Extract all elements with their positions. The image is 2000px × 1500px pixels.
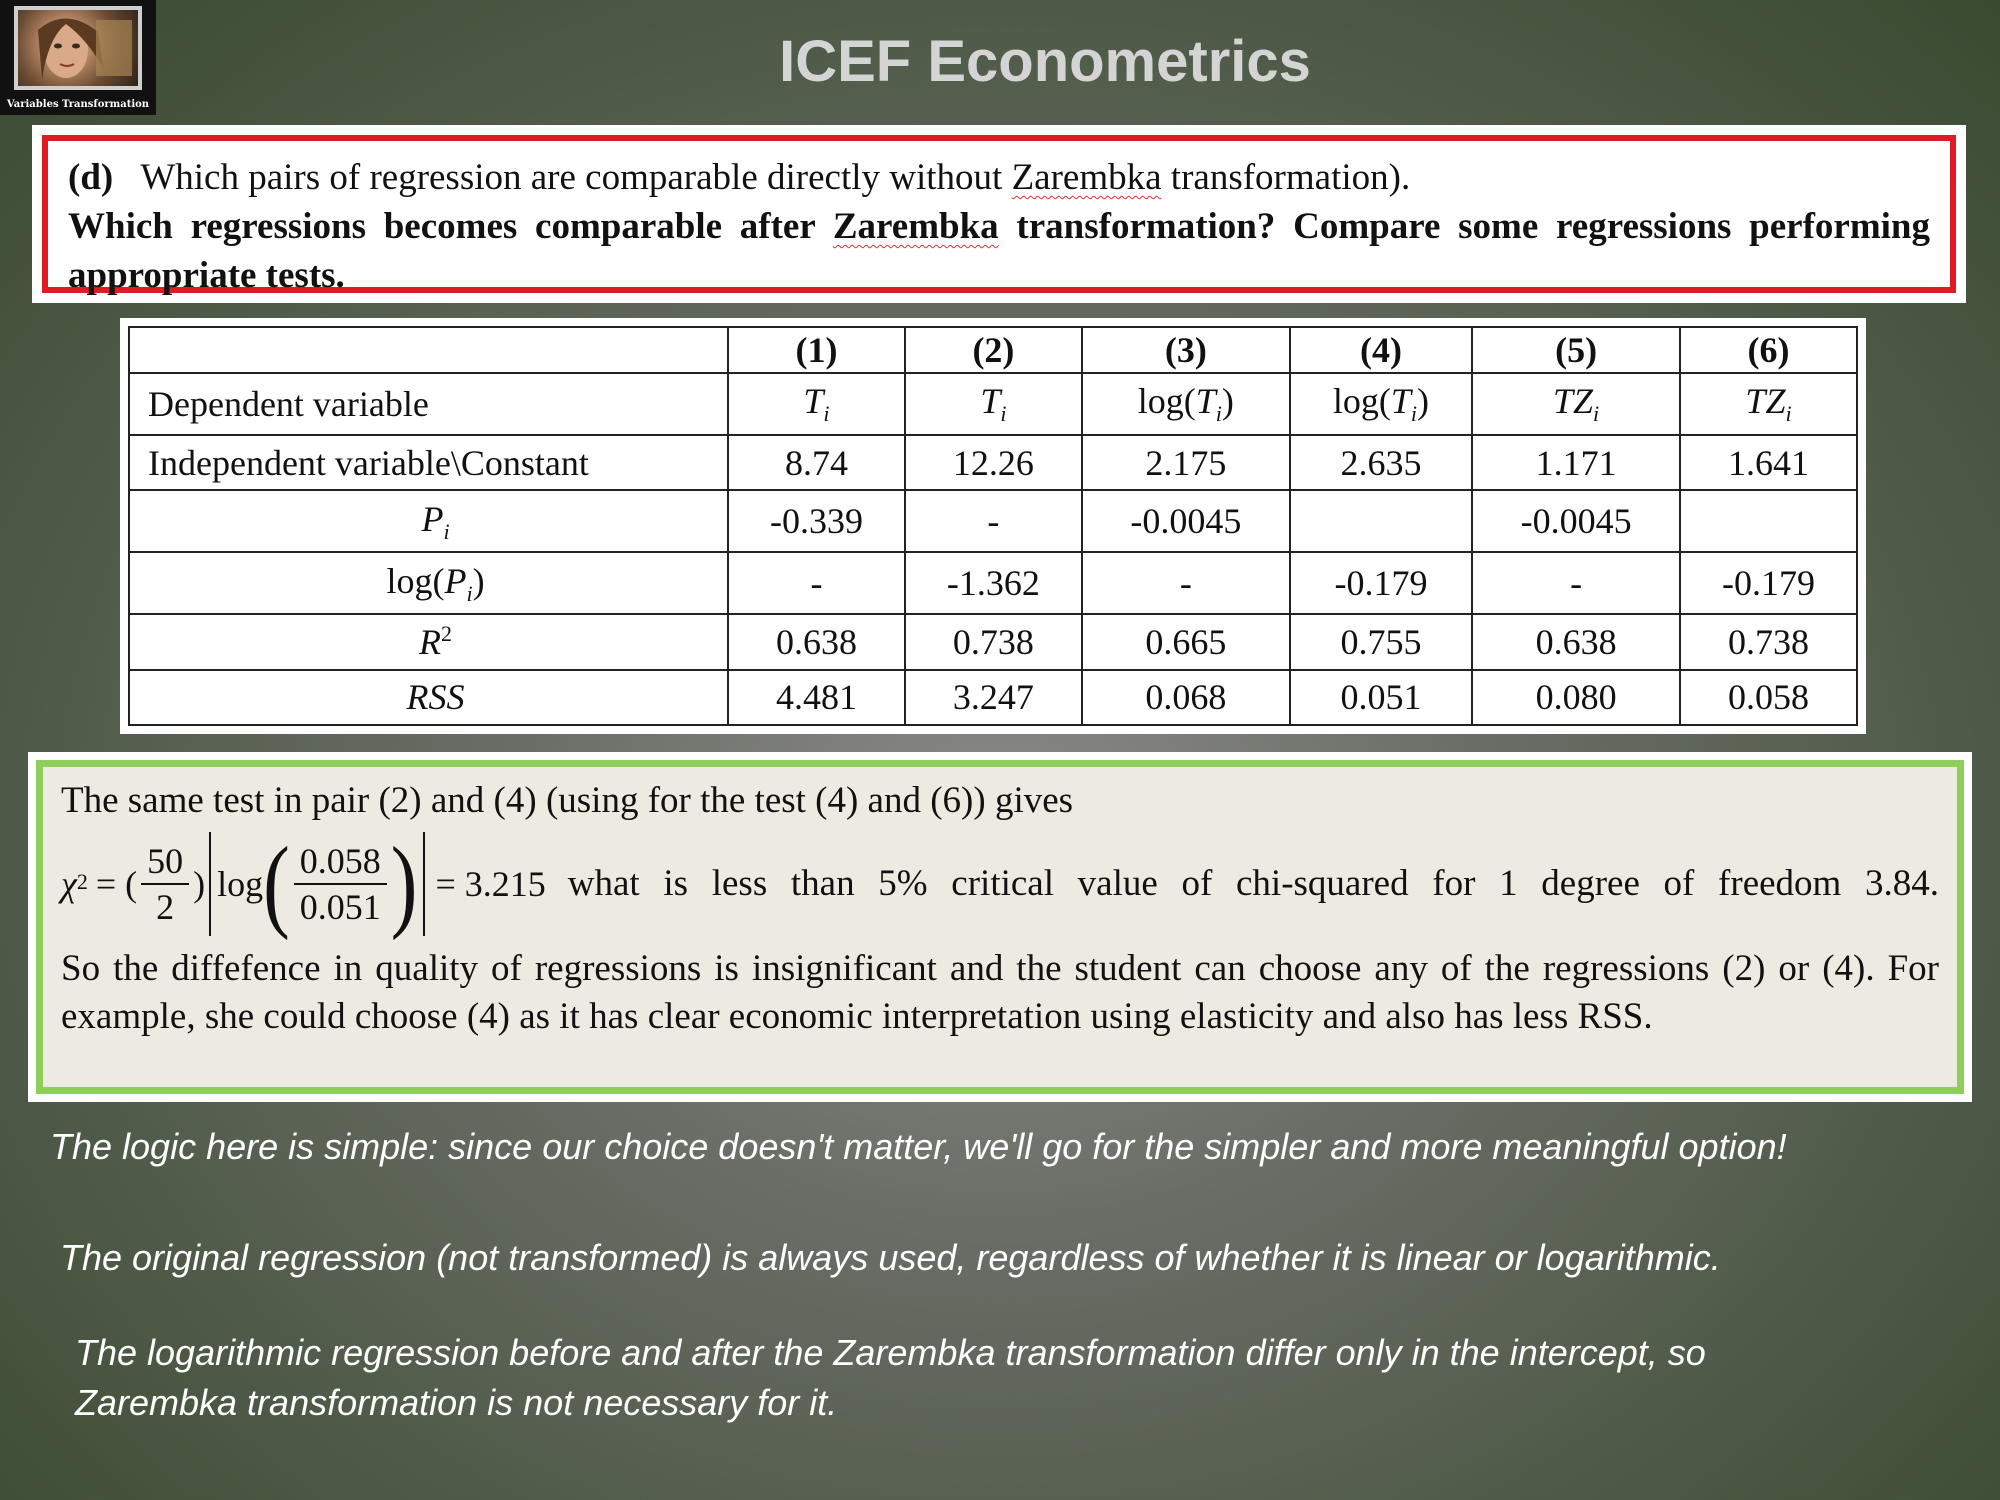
dependent-cell: $TZ_i$: [1472, 373, 1680, 435]
absolute-value-log: [209, 826, 425, 942]
answer-box: [28, 752, 1972, 1102]
formula-row: [61, 826, 1939, 942]
table-cell: -0.179: [1680, 552, 1857, 614]
table-cell: -: [1082, 552, 1290, 614]
table-row-logp: [129, 552, 1857, 614]
ratio-denominator: 0.051: [299, 887, 381, 927]
table-cell: 0.755: [1290, 614, 1472, 669]
question-line2-b: transformation? Compare some regressions performing appropriate tests.: [68, 206, 1931, 296]
table-cell: 8.74: [728, 435, 905, 490]
dependent-cell: $\log(T_i)$: [1082, 373, 1290, 435]
table-cell: -0.0045: [1082, 490, 1290, 552]
column-header: (1): [728, 327, 905, 373]
results-table-container: [120, 318, 1866, 734]
table-cell: 0.738: [1680, 614, 1857, 669]
chi-symbol: χ: [61, 864, 77, 904]
table-row-p: [129, 490, 1857, 552]
table-cell: -0.0045: [1472, 490, 1680, 552]
row-label-logp: $\log(P_i)$: [129, 552, 728, 614]
formula-close-paren: ): [193, 864, 206, 904]
dependent-cell: $\log(T_i)$: [1290, 373, 1472, 435]
table-row-r2: [129, 614, 1857, 669]
answer-intro: The same test in pair (2) and (4) (using for the test (4) and (6)) gives: [61, 780, 1074, 821]
dependent-cell: $T_i$: [728, 373, 905, 435]
note-original-regression: The original regression (not transformed) is always used, regardless of whether it is linear or logarithmic.: [60, 1237, 1721, 1278]
table-cell: 0.058: [1680, 670, 1857, 725]
chi-squared-formula: [61, 826, 546, 942]
left-paren: (: [263, 826, 290, 942]
table-corner-cell: [129, 327, 728, 373]
table-row-rss: [129, 670, 1857, 725]
question-line1-b: transformation).: [1170, 157, 1411, 198]
results-table: [128, 326, 1858, 726]
table-cell: 0.738: [905, 614, 1082, 669]
page-title: ICEF Econometrics: [779, 29, 1311, 94]
column-header: (5): [1472, 327, 1680, 373]
question-line2-zarembka: Zarembka: [832, 206, 999, 247]
table-cell: 1.641: [1680, 435, 1857, 490]
question-line2-a: Which regressions becomes comparable after: [68, 206, 816, 247]
row-label-dependent: Dependent variable: [129, 373, 728, 435]
table-cell: 3.247: [905, 670, 1082, 725]
question-line1-zarembka: Zarembka: [1011, 157, 1162, 198]
fraction-denominator: 2: [156, 887, 175, 927]
table-cell: 1.171: [1472, 435, 1680, 490]
table-cell: -: [1472, 552, 1680, 614]
right-paren: ): [390, 826, 418, 942]
column-header: (6): [1680, 327, 1857, 373]
table-row-dependent: [129, 373, 1857, 435]
answer-content: [36, 760, 1964, 1094]
table-cell: -: [905, 490, 1082, 552]
formula-result: = 3.215: [435, 864, 546, 904]
row-label-constant: Independent variable\Constant: [129, 435, 728, 490]
question-line2: [68, 206, 1930, 296]
fraction-50-over-2: [141, 839, 189, 929]
table-header-row: [129, 327, 1857, 373]
answer-conclusion: So the diffefence in quality of regressions is insignificant and the student can choose any of the regressions (2) or (4). For example, she could choose (4) as it has clear economic interpretation using elasticity and also has less RSS.: [61, 948, 1939, 1037]
ratio-numerator: 0.058: [294, 839, 387, 885]
column-header: (2): [905, 327, 1082, 373]
table-cell: 0.638: [1472, 614, 1680, 669]
table-cell: -0.339: [728, 490, 905, 552]
formula-explanation: what is less than 5% critical value of chi-squared for 1 degree of freedom 3.84.: [567, 863, 1939, 904]
table-cell: -1.362: [905, 552, 1082, 614]
row-label-r2: $R^2$: [129, 614, 728, 669]
fraction-numerator: 50: [141, 839, 189, 885]
table-cell: 0.068: [1082, 670, 1290, 725]
note-logic: The logic here is simple: since our choice doesn't matter, we'll go for the simpler and more meaningful option!: [50, 1126, 1787, 1167]
fraction-rss-ratio: [294, 839, 387, 929]
table-cell: 2.635: [1290, 435, 1472, 490]
table-row-constant: [129, 435, 1857, 490]
table-cell: -0.179: [1290, 552, 1472, 614]
question-line1-a: Which pairs of regression are comparable directly without: [140, 157, 1003, 198]
question-label: (d): [68, 157, 114, 198]
table-cell: 0.051: [1290, 670, 1472, 725]
table-cell: 0.080: [1472, 670, 1680, 725]
row-label-rss: RSS: [129, 670, 728, 725]
table-cell: 2.175: [1082, 435, 1290, 490]
note-logarithmic: The logarithmic regression before and after the Zarembka transformation differ only in the intercept, so Zarembka transformation is not necessary for it.: [75, 1332, 1706, 1423]
logo-caption: Variables Transformation: [6, 99, 150, 110]
dependent-cell: $TZ_i$: [1680, 373, 1857, 435]
question-text: [42, 135, 1956, 296]
row-label-p: $P_i$: [129, 490, 728, 552]
formula-equals: = (: [95, 864, 138, 904]
question-box: [32, 125, 1966, 303]
table-cell: 0.638: [728, 614, 905, 669]
table-cell: [1680, 490, 1857, 552]
table-cell: 0.665: [1082, 614, 1290, 669]
table-cell: 12.26: [905, 435, 1082, 490]
table-cell: [1290, 490, 1472, 552]
chi-exponent: 2: [76, 869, 88, 894]
log-label: log: [217, 864, 264, 904]
column-header: (4): [1290, 327, 1472, 373]
table-cell: -: [728, 552, 905, 614]
table-cell: 4.481: [728, 670, 905, 725]
column-header: (3): [1082, 327, 1290, 373]
dependent-cell: $T_i$: [905, 373, 1082, 435]
